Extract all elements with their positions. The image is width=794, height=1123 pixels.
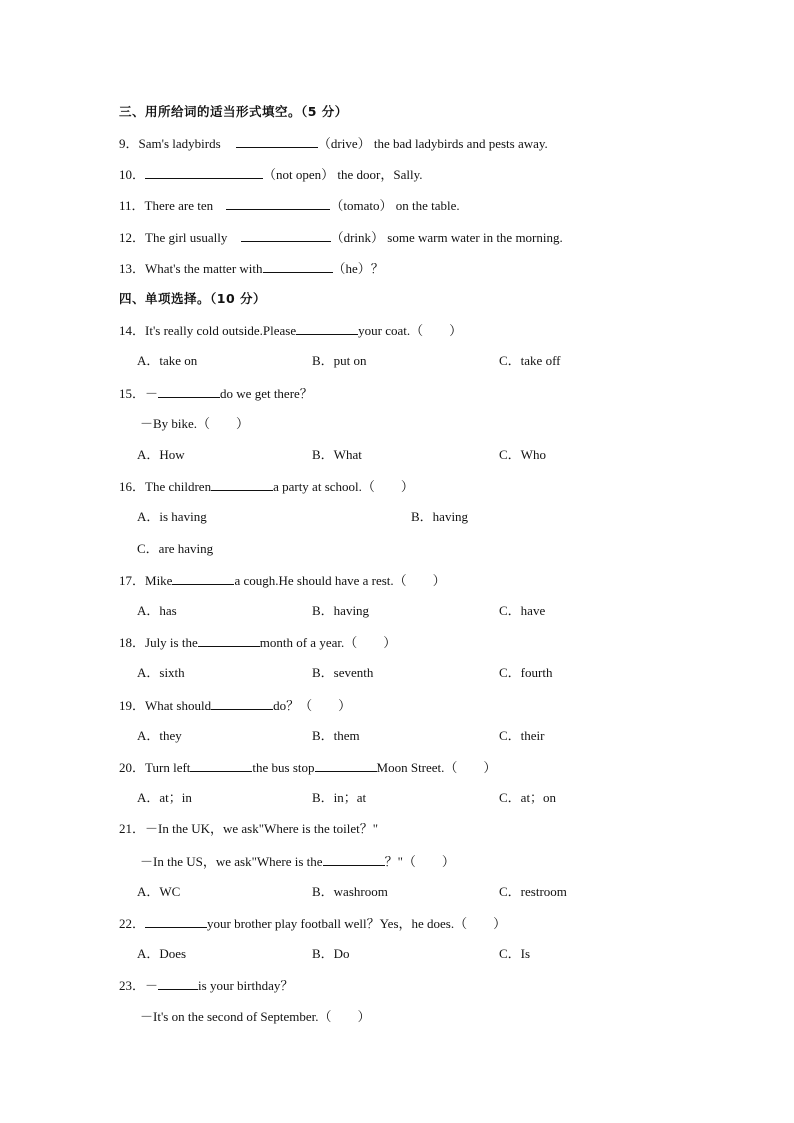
answer-blank[interactable] (236, 134, 318, 148)
question-22 (119, 914, 506, 933)
question-text: What should (145, 698, 212, 713)
question-14 (119, 321, 462, 340)
question-21-line-2 (140, 852, 455, 871)
question-text: do we get there？ (220, 386, 313, 401)
option-b[interactable]: B．having (411, 509, 469, 524)
question-number: 9． (119, 136, 139, 151)
answer-blank[interactable] (198, 633, 260, 647)
answer-blank[interactable] (315, 758, 377, 772)
question-text: July is the (145, 635, 198, 650)
question-9 (119, 134, 548, 153)
option-a[interactable]: A．is having (137, 509, 207, 524)
option-a[interactable]: A．How (137, 447, 185, 462)
answer-blank[interactable] (158, 384, 220, 398)
option-b[interactable]: B．Do (312, 946, 350, 961)
option-b[interactable]: B．washroom (312, 884, 388, 899)
option-c[interactable]: C．restroom (499, 884, 567, 899)
question-text: a cough.He should have a rest.（ ） (234, 573, 446, 588)
option-c[interactable]: C．take off (499, 353, 561, 368)
question-text: Turn left (145, 760, 191, 775)
question-number: 15． (119, 386, 146, 401)
option-a[interactable]: A．Does (137, 946, 187, 961)
option-a[interactable]: A．sixth (137, 665, 185, 680)
question-number: 18． (119, 635, 146, 650)
answer-blank[interactable] (263, 259, 333, 273)
option-b[interactable]: B．having (312, 603, 370, 618)
option-c[interactable]: C．have (499, 603, 546, 618)
question-text: The children (145, 479, 212, 494)
question-16 (119, 477, 414, 496)
question-20 (119, 758, 496, 777)
question-text: month of a year.（ ） (259, 635, 397, 650)
option-a[interactable]: A．at；in (137, 790, 192, 805)
answer-blank[interactable] (172, 571, 234, 585)
question-text: is your birthday？ (198, 978, 294, 993)
question-text: on the table. (395, 198, 460, 213)
option-c[interactable]: C．are having (137, 541, 214, 556)
question-number: 16． (119, 479, 146, 494)
question-21 (119, 820, 378, 838)
answer-blank[interactable] (158, 976, 198, 990)
question-number: 23． (119, 978, 146, 993)
question-text: the bad ladybirds and pests away. (373, 136, 548, 151)
question-text: some warm water in the morning. (387, 230, 563, 245)
option-b[interactable]: B．seventh (312, 665, 374, 680)
question-text: do？（ ） (273, 698, 352, 713)
option-c[interactable]: C．Is (499, 946, 531, 961)
question-number: 13． (119, 261, 146, 276)
question-text: ？"（ ） (384, 854, 455, 869)
question-text: the bus stop (252, 760, 315, 775)
question-text: The girl usually (145, 230, 228, 245)
question-text: － (145, 386, 159, 401)
question-text: Mike (145, 573, 173, 588)
option-a[interactable]: A．WC (137, 884, 181, 899)
question-12 (119, 228, 563, 247)
question-number: 12． (119, 230, 146, 245)
answer-blank[interactable] (226, 196, 330, 210)
word-hint: （drive） (317, 136, 371, 151)
answer-blank[interactable] (241, 228, 331, 242)
word-hint: （tomato） (330, 198, 393, 213)
question-10 (119, 165, 423, 184)
question-18 (119, 633, 396, 652)
question-text: the door，Sally. (337, 167, 423, 182)
section-3-heading: 三、用所给词的适当形式填空。（5 分） (119, 104, 348, 119)
question-text: What's the matter with (145, 261, 263, 276)
question-15-reply: －By bike.（ ） (140, 416, 250, 431)
answer-blank[interactable] (296, 321, 358, 335)
answer-blank[interactable] (211, 477, 273, 491)
question-number: 19． (119, 698, 146, 713)
option-c[interactable]: C．at；on (499, 790, 557, 805)
option-a[interactable]: A．take on (137, 353, 198, 368)
question-number: 21． (119, 821, 146, 836)
option-a[interactable]: A．they (137, 728, 182, 743)
question-17 (119, 571, 446, 590)
question-11 (119, 196, 460, 215)
option-b[interactable]: B．in；at (312, 790, 367, 805)
question-number: 14． (119, 323, 146, 338)
question-23 (119, 976, 293, 995)
answer-blank[interactable] (145, 165, 263, 179)
answer-blank[interactable] (190, 758, 252, 772)
word-hint: （drink） (330, 230, 385, 245)
question-number: 17． (119, 573, 146, 588)
question-text: your brother play football well？Yes，he does.（ ） (207, 916, 507, 931)
question-13 (119, 259, 384, 278)
question-text: It's really cold outside.Please (145, 323, 297, 338)
question-text: your coat.（ ） (358, 323, 463, 338)
question-text: －In the US，we ask"Where is the (140, 854, 323, 869)
option-a[interactable]: A．has (137, 603, 177, 618)
answer-blank[interactable] (323, 852, 385, 866)
question-number: 22． (119, 916, 146, 931)
question-15 (119, 384, 313, 403)
question-text: － (145, 978, 159, 993)
question-text: Moon Street.（ ） (376, 760, 497, 775)
option-b[interactable]: B．them (312, 728, 360, 743)
word-hint: （he）？ (332, 261, 384, 276)
question-text: There are ten (144, 198, 214, 213)
question-19 (119, 696, 351, 715)
section-4-heading: 四、单项选择。（10 分） (119, 291, 266, 306)
question-text: a party at school.（ ） (273, 479, 414, 494)
option-c[interactable]: C．fourth (499, 665, 553, 680)
answer-blank[interactable] (211, 696, 273, 710)
word-hint: （not open） (263, 167, 335, 182)
question-number: 11． (119, 198, 145, 213)
option-b[interactable]: B．put on (312, 353, 367, 368)
question-number: 10． (119, 167, 146, 182)
answer-blank[interactable] (145, 914, 207, 928)
question-23-reply: －It's on the second of September.（ ） (140, 1009, 371, 1024)
question-number: 20． (119, 760, 146, 775)
question-text: Sam's ladybirds (138, 136, 221, 151)
option-b[interactable]: B．What (312, 447, 362, 462)
option-c[interactable]: C．Who (499, 447, 546, 462)
option-c[interactable]: C．their (499, 728, 545, 743)
question-text: －In the UK，we ask"Where is the toilet？" (145, 821, 379, 836)
